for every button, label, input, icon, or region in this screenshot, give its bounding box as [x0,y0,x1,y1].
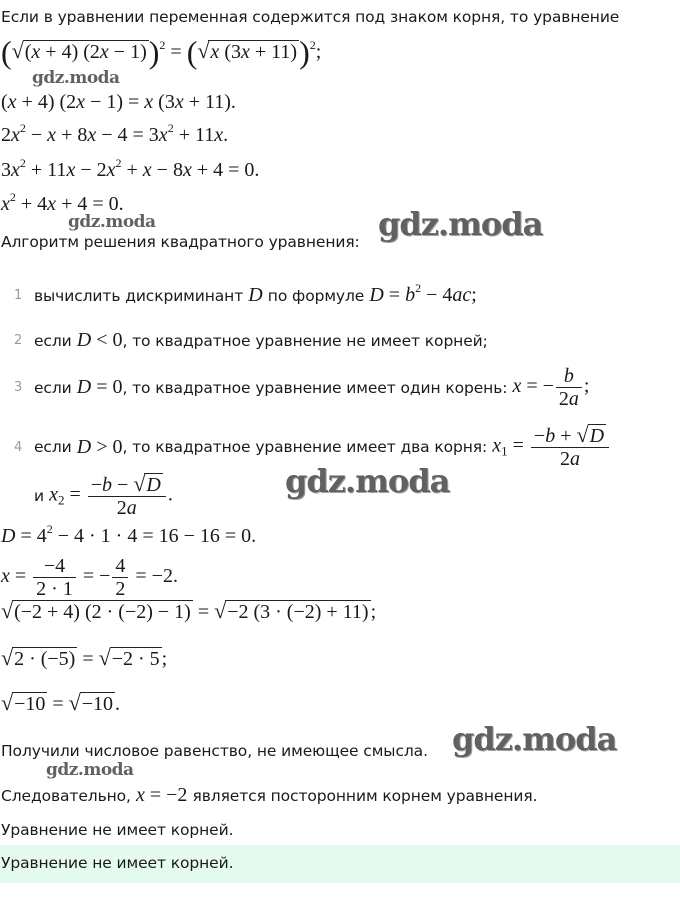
list-item-continued: и $x_2$ = $\frac{-b - √D}{2a}$ . [34,471,173,519]
watermark-logo: gdz.moda [68,212,156,232]
watermark-logo: gdz.moda [32,68,120,88]
intro-text: Если в уравнении переменная содержится под знаком корня, то уравнение [1,8,620,26]
discriminant-calc: $D = 4^2 - 4 \cdot 1 \cdot 4 = 16 - 16 = 0$. [1,522,257,547]
list-number: 3 [14,380,23,395]
check-line-1: √(−2 + 4) (2 · (−2) − 1) = √−2 (3 · (−2) + 11) ; [1,598,377,623]
list-number: 4 [14,439,23,455]
check-line-3: √−10 = √−10 . [1,690,120,715]
conclusion-text-2: Следовательно, x = −2 является посторонним корнем уравнения. [1,784,538,806]
equation-line-1: (x + 4) (2x − 1) = x (3x + 11). [1,91,236,113]
list-item: 1 вычислить дискриминант D по формуле $D = b^2 - 4ac$; [14,281,477,306]
answer-text: Уравнение не имеет корней. [1,854,234,872]
list-number: 1 [14,288,23,303]
conclusion-text-3: Уравнение не имеет корней. [1,821,234,839]
root-calc: x = $\frac{-4}{2 \cdot 1}$ = − $\frac{4}{2}$ = −2. [1,555,178,600]
answer-box [0,845,680,883]
watermark-logo: gdz.moda [452,720,617,758]
list-number: 2 [14,333,23,348]
conclusion-text-1: Получили числовое равенство, не имеющее смысла. [1,742,428,760]
watermark-logo: gdz.moda [285,462,450,500]
check-line-2: √2 · (−5) = √−2 · 5 ; [1,645,168,670]
list-item: 4 если D > 0 , то квадратное уравнение имеет два корня: $x_1$ = $\frac{-b + √D}{2a}$ [14,424,611,470]
list-item: 3 если D = 0 , то квадратное уравнение имеет один корень: x = − $\frac{b}{2a}$ ; [14,365,590,410]
equation-line-4: $x^2 + 4x + 4 = 0$. [1,190,124,215]
watermark-logo: gdz.moda [46,760,134,780]
equation-line-2: $2x^2 - x + 8x - 4 = 3x^2 + 11x$. [1,121,229,146]
algorithm-title: Алгоритм решения квадратного уравнения: [1,233,360,251]
list-item: 2 если D < 0 , то квадратное уравнение не имеет корней; [14,329,488,351]
equation-squared-roots: (√(x + 4) (2x − 1))$^2$ = (√x (3x + 11))$^2$; [1,34,322,70]
equation-line-3: $3x^2 + 11x - 2x^2 + x - 8x + 4 = 0$. [1,156,260,181]
watermark-logo: gdz.moda [378,205,543,243]
